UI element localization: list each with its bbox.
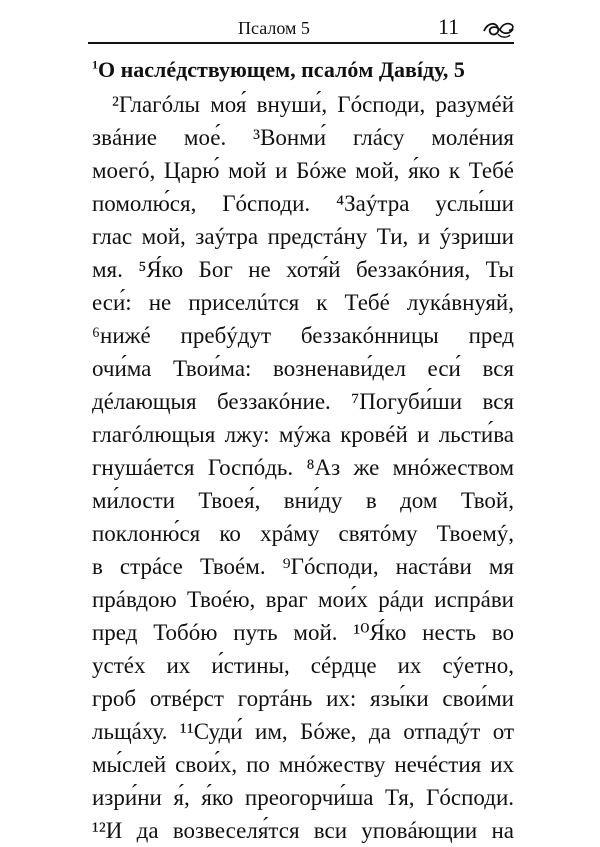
page-number: 11: [438, 14, 460, 39]
running-title: Псалом 5: [238, 18, 310, 38]
text-line: ⁶нижé пребýдут беззакóнницы пред: [92, 323, 514, 348]
text-line: очи́ма Твои́ма: возненави́дел еси́ вся: [92, 356, 514, 381]
heading-verse-number: 1: [92, 57, 98, 72]
text-line: в стрáсе Твоéм. ⁹Гóсподи, настáви мя: [92, 554, 514, 579]
text-line: ¹²И да возвеселя́тся вси уповáющии на: [92, 818, 514, 843]
text-line: поклоню́ся ко хрáму святóму Твоемý,: [92, 521, 514, 546]
text-line: прáвдою Твоéю, враг мои́х рáди испрáви: [92, 587, 514, 612]
text-line: еси́: не приселúтся к Тебé лукáвнуяй,: [92, 290, 514, 315]
text-line: гроб отвéрст гортáнь их: язы́ки свои́ми: [92, 686, 514, 711]
text-line: ²Глагóлы моя́ внуши́, Гóсподи, разумéй: [112, 92, 514, 117]
text-line: глас мой, заýтра предстáну Ти, и ýзриши: [92, 224, 514, 249]
text-line: дéлающыя беззакóние. ⁷Погуби́ши вся: [92, 389, 514, 414]
text-line: моегó, Царю́ мой и Бóже мой, я́ко к Тебé: [92, 158, 514, 183]
text-line: помолю́ся, Гóсподи. ⁴Заýтра услы́ши: [92, 191, 514, 216]
text-line: мя. ⁵Я́ко Бог не хотя́й беззакóния, Ты: [92, 257, 514, 282]
text-line: ми́лости Твоея́, вни́ду в дом Твой,: [92, 488, 514, 513]
text-line: пред Тобóю путь мой. ¹⁰Я́ко несть во: [92, 620, 514, 645]
text-line: изри́ни я́, я́ко преогорчи́ша Тя, Гóсподи.: [92, 785, 514, 810]
text-line: звáние мое́. ³Вонми́ глáсу молéния: [92, 125, 514, 150]
heading-text: О наслéдствующем, псалóм Давíду, 5: [98, 57, 465, 82]
text-line: льщáху. ¹¹Суди́ им, Бóже, да отпадýт от: [92, 719, 514, 744]
text-line: мы́слей свои́х, по мнóжеству нечéстия их: [92, 752, 514, 777]
psalm-heading: [92, 56, 512, 84]
text-line: глагóлющыя лжу: мýжа кровéй и льсти́ва: [92, 422, 514, 447]
header-rule: [88, 42, 514, 44]
text-line: устéх их и́стины, сéрдце их сýетно,: [92, 653, 514, 678]
psalm-body-text: [92, 88, 514, 847]
fleuron-ornament-icon: [482, 18, 516, 40]
running-head: [88, 14, 518, 44]
text-line: гнушáется Госпóдь. ⁸Аз же мнóжеством: [92, 455, 514, 480]
